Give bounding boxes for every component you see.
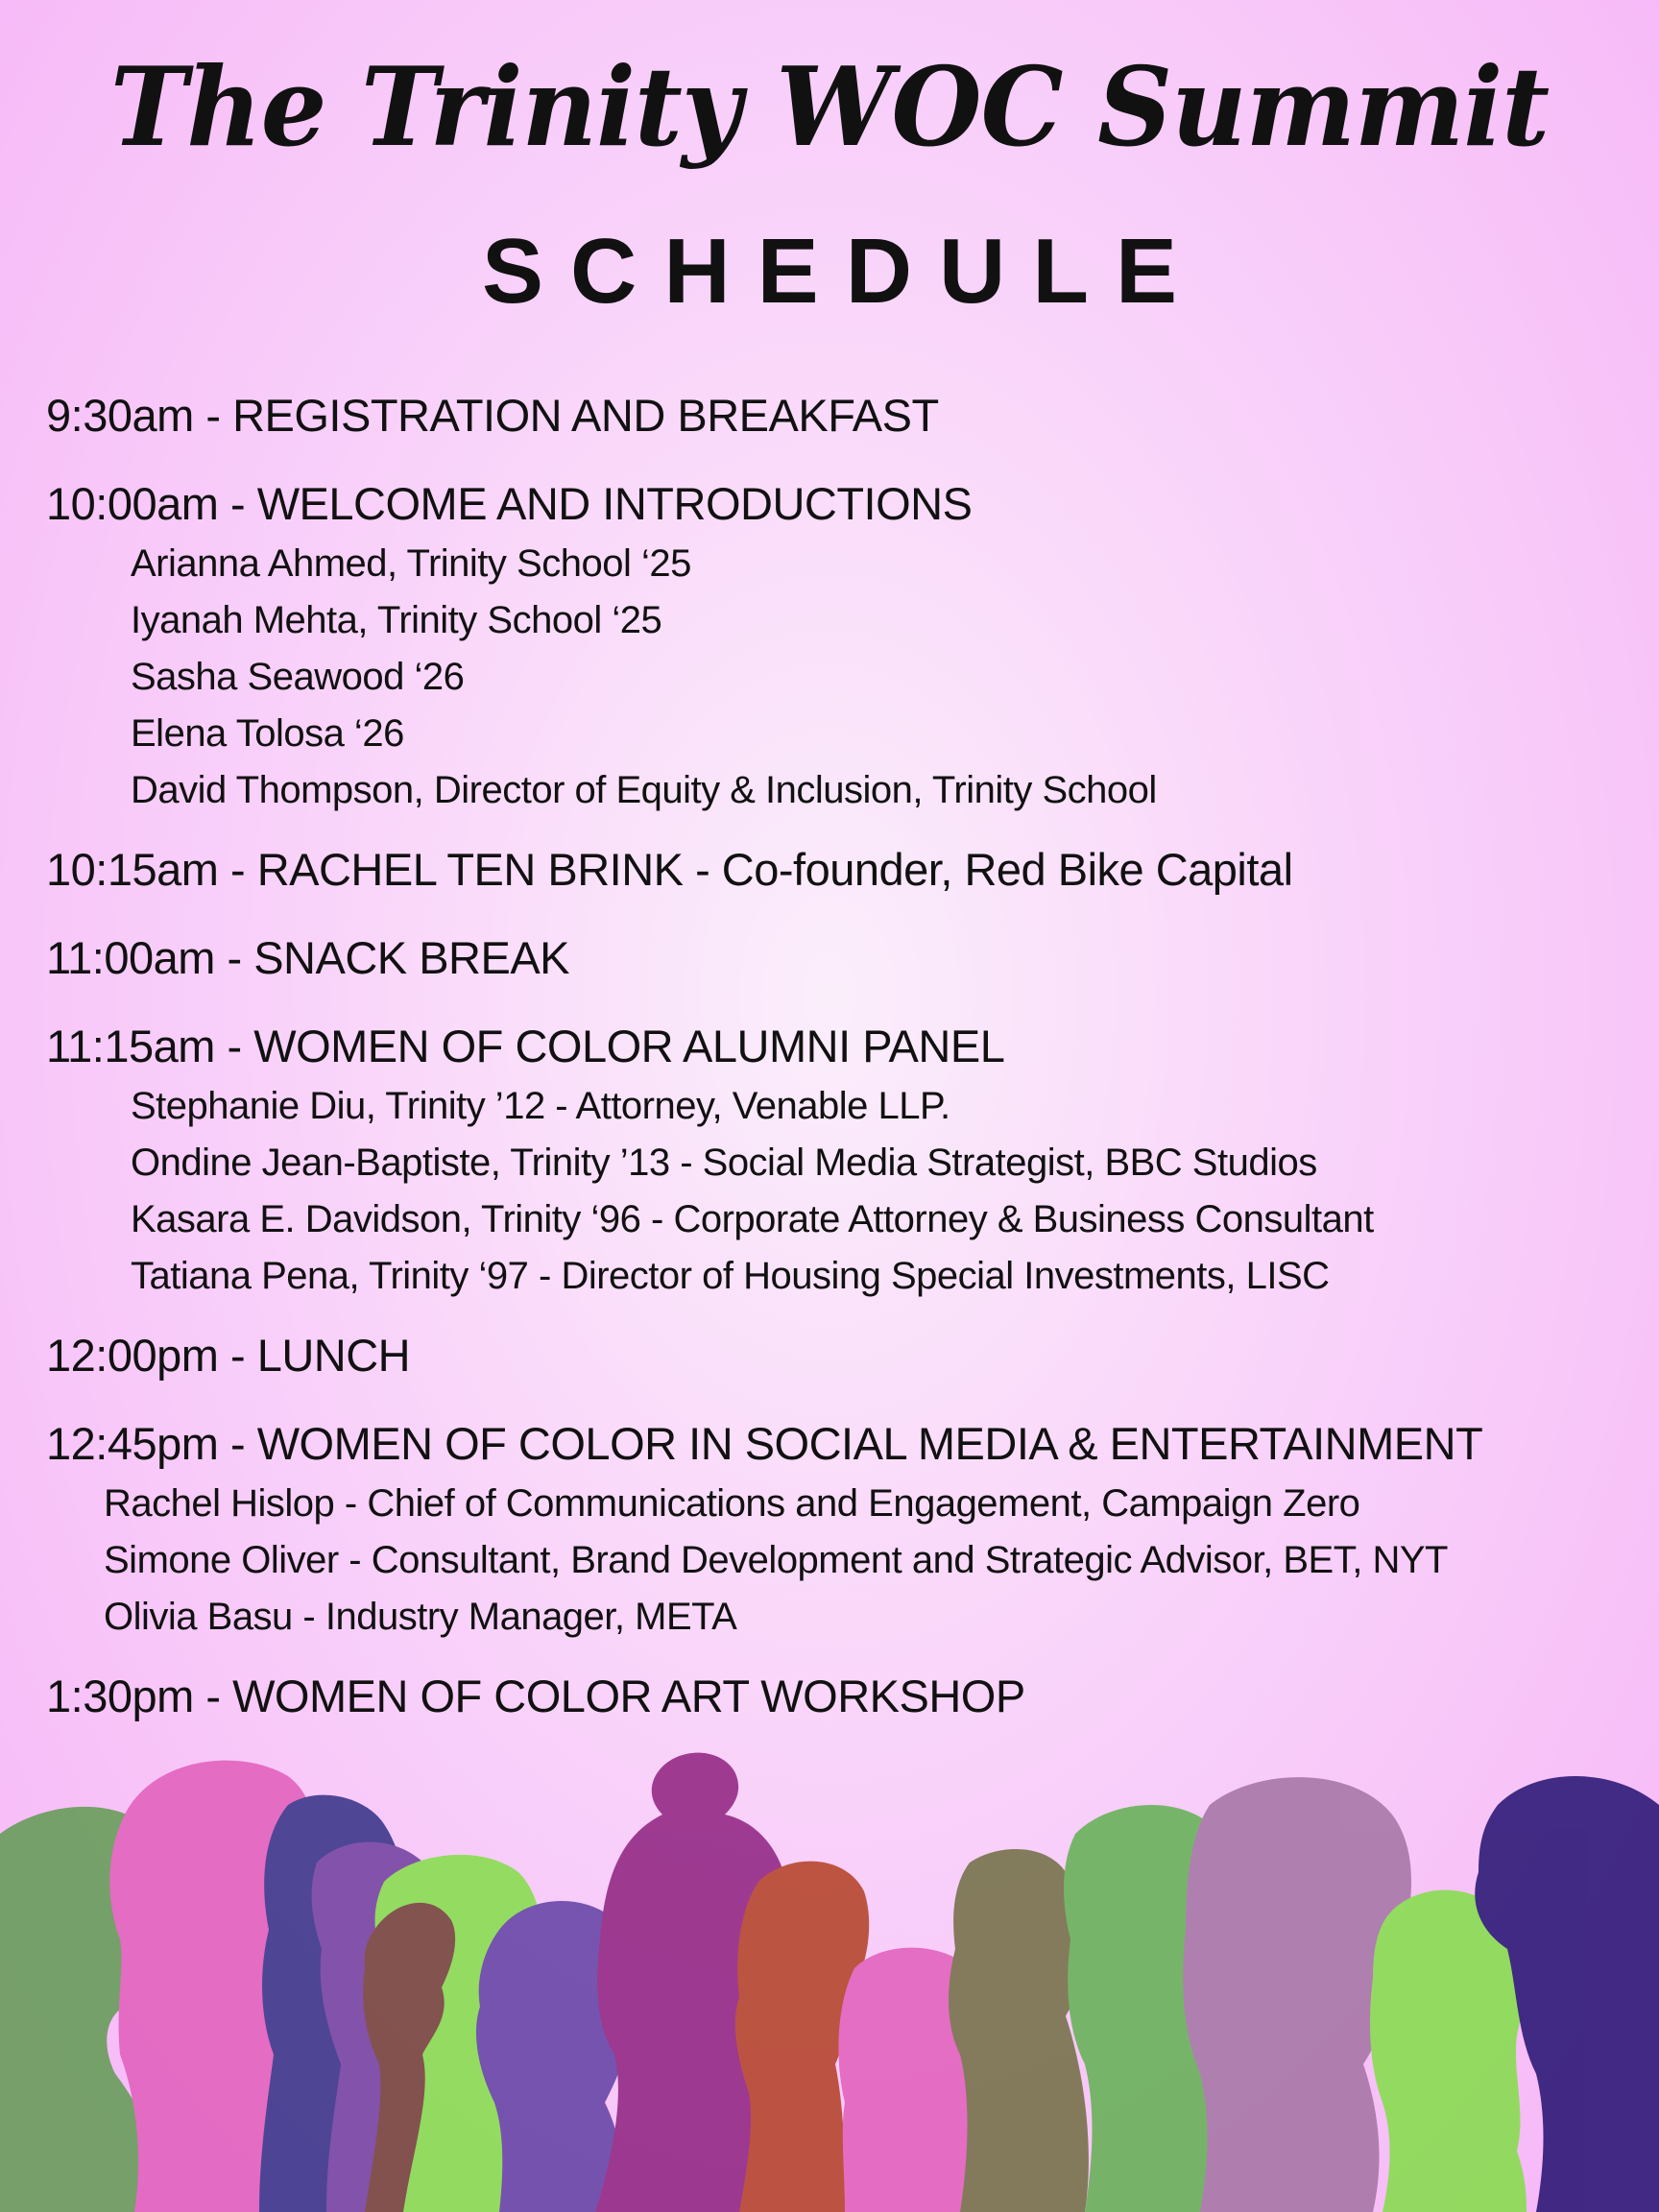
speaker: Tatiana Pena, Trinity ‘97 - Director of Housing Special Investments, LISC	[131, 1255, 1330, 1297]
speaker-list	[46, 1078, 1640, 1305]
speaker: Rachel Hislop - Chief of Communications and Engagement, Campaign Zero	[104, 1482, 1360, 1525]
schedule-item	[46, 384, 1640, 447]
schedule-item	[46, 1015, 1640, 1305]
event-separator: -	[193, 1671, 233, 1721]
schedule-item	[46, 1324, 1640, 1387]
event-separator: -	[214, 932, 254, 983]
event-separator: -	[214, 1021, 254, 1071]
event-title: REGISTRATION AND BREAKFAST	[232, 390, 939, 441]
event-time: 10:00am	[46, 478, 219, 529]
women-silhouettes-illustration	[0, 1747, 1659, 2212]
event-title: WOMEN OF COLOR ART WORKSHOP	[232, 1671, 1025, 1721]
event-time: 11:00am	[46, 932, 215, 983]
speaker: Olivia Basu - Industry Manager, META	[104, 1596, 737, 1638]
event-title: WELCOME AND INTRODUCTIONS	[256, 478, 973, 529]
event-time: 10:15am	[46, 844, 219, 895]
schedule-list	[46, 384, 1640, 1728]
event-title: SNACK BREAK	[253, 932, 570, 983]
event-separator: -	[218, 1330, 257, 1381]
schedule-item	[46, 1665, 1640, 1728]
event-title: WOMEN OF COLOR ALUMNI PANEL	[253, 1021, 1005, 1071]
speaker-list	[46, 536, 1640, 819]
speaker: Sasha Seawood ‘26	[131, 656, 465, 698]
event-title: RACHEL TEN BRINK - Co-founder, Red Bike Capital	[256, 844, 1293, 895]
event-time: 12:00pm	[46, 1330, 219, 1381]
speaker: Kasara E. Davidson, Trinity ‘96 - Corporate Attorney & Business Consultant	[131, 1198, 1374, 1240]
schedule-item	[46, 838, 1640, 902]
event-separator: -	[193, 390, 233, 441]
event-time: 12:45pm	[46, 1418, 219, 1469]
event-separator: -	[218, 1418, 257, 1469]
schedule-item	[46, 926, 1640, 990]
speaker: David Thompson, Director of Equity & Inclusion, Trinity School	[131, 769, 1157, 811]
speaker: Iyanah Mehta, Trinity School ‘25	[131, 599, 662, 641]
speaker: Simone Oliver - Consultant, Brand Development and Strategic Advisor, BET, NYT	[104, 1539, 1448, 1581]
speaker: Arianna Ahmed, Trinity School ‘25	[131, 542, 691, 585]
event-title: WOMEN OF COLOR IN SOCIAL MEDIA & ENTERTAINMENT	[256, 1418, 1483, 1469]
page-title: The Trinity WOC Summit	[109, 43, 1550, 172]
page-subtitle: SCHEDULE	[481, 220, 1205, 323]
event-time: 9:30am	[46, 390, 194, 441]
event-separator: -	[218, 478, 257, 529]
event-time: 1:30pm	[46, 1671, 194, 1721]
speaker-list	[46, 1476, 1640, 1646]
speaker: Stephanie Diu, Trinity ’12 - Attorney, Venable LLP.	[131, 1085, 950, 1127]
schedule-item	[46, 1412, 1640, 1646]
event-separator: -	[218, 844, 257, 895]
speaker: Ondine Jean-Baptiste, Trinity ’13 - Social Media Strategist, BBC Studios	[131, 1142, 1317, 1184]
speaker: Elena Tolosa ‘26	[131, 712, 404, 755]
event-time: 11:15am	[46, 1021, 215, 1071]
schedule-item	[46, 472, 1640, 819]
event-title: LUNCH	[256, 1330, 411, 1381]
